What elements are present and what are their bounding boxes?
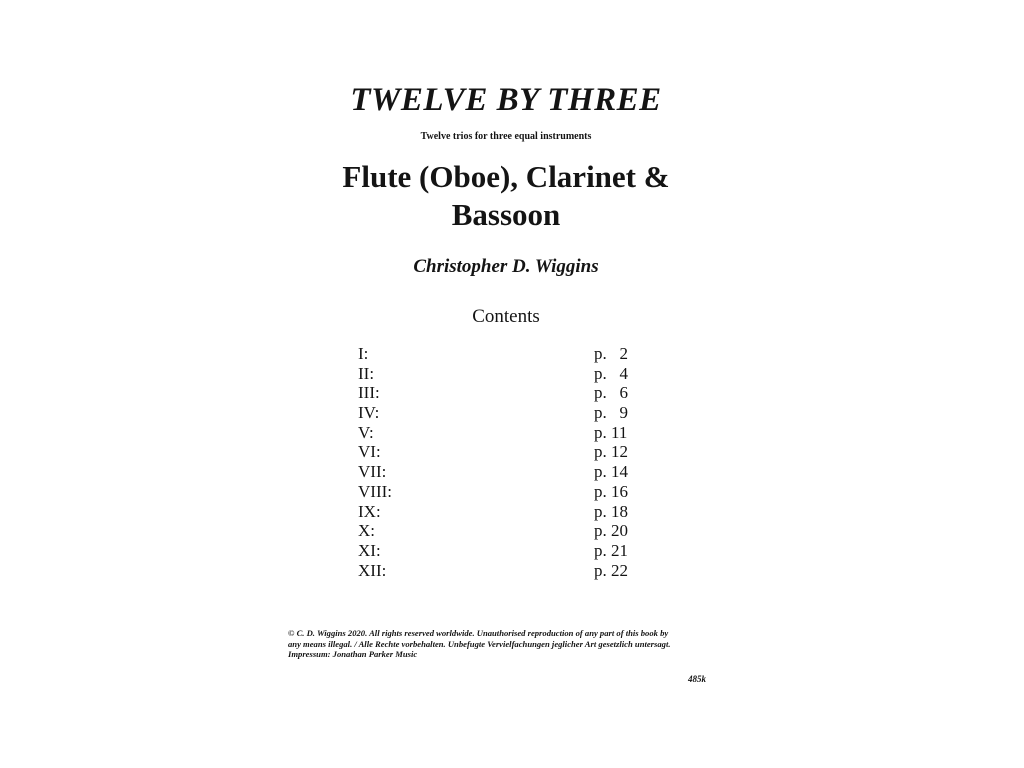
page-reference: p. 21 bbox=[594, 540, 628, 560]
page-reference: p. 2 bbox=[594, 344, 628, 363]
page-title: TWELVE BY THREE bbox=[350, 82, 662, 118]
instrumentation-line-2: Bassoon bbox=[451, 197, 561, 232]
page-reference: p. 18 bbox=[594, 501, 628, 521]
contents-row bbox=[358, 442, 638, 462]
contents-row bbox=[358, 521, 638, 541]
movement-number: VII: bbox=[358, 462, 387, 482]
movement-number: III: bbox=[358, 383, 380, 403]
movement-number: IX: bbox=[358, 501, 381, 521]
movement-number: I: bbox=[358, 344, 369, 363]
page-reference: p. 14 bbox=[594, 462, 628, 482]
movement-number: VI: bbox=[358, 442, 381, 462]
page-reference: p. 12 bbox=[594, 442, 628, 462]
movement-number: II: bbox=[358, 363, 375, 383]
page-reference: p. 20 bbox=[594, 521, 628, 541]
contents-row bbox=[358, 364, 638, 384]
movement-number: X: bbox=[358, 521, 375, 541]
contents-list bbox=[358, 344, 638, 580]
contents-row bbox=[358, 403, 638, 423]
contents-row bbox=[358, 541, 638, 561]
contents-row bbox=[358, 462, 638, 482]
page-reference: p. 11 bbox=[594, 422, 628, 442]
instrumentation-heading bbox=[0, 158, 1012, 234]
composer-name: Christopher D. Wiggins bbox=[413, 256, 599, 277]
contents-row bbox=[358, 423, 638, 443]
page-reference: p. 6 bbox=[594, 383, 628, 403]
page-reference: p. 9 bbox=[594, 403, 628, 423]
contents-row bbox=[358, 344, 638, 364]
subtitle: Twelve trios for three equal instruments bbox=[420, 131, 592, 142]
contents-row bbox=[358, 383, 638, 403]
movement-number: XII: bbox=[358, 560, 387, 580]
page-reference: p. 22 bbox=[594, 560, 628, 580]
catalog-number: 485k bbox=[688, 674, 706, 684]
movement-number: IV: bbox=[358, 403, 380, 423]
movement-number: XI: bbox=[358, 540, 381, 560]
contents-row bbox=[358, 561, 638, 581]
copyright-line-2: any means illegal. / Alle Rechte vorbehalten. Unbefugte Vervielfachungen jeglicher Art gesetzlich untersagt. bbox=[288, 638, 671, 649]
contents-row bbox=[358, 502, 638, 522]
copyright-line-3: Impressum: Jonathan Parker Music bbox=[288, 649, 418, 659]
contents-heading: Contents bbox=[472, 306, 540, 327]
contents-row bbox=[358, 482, 638, 502]
movement-number: VIII: bbox=[358, 481, 392, 501]
copyright-line-1: © C. D. Wiggins 2020. All rights reserved worldwide. Unauthorised reproduction of any part of this book by bbox=[288, 628, 669, 638]
page-reference: p. 4 bbox=[594, 363, 628, 383]
instrumentation-line-1: Flute (Oboe), Clarinet & bbox=[342, 159, 670, 194]
copyright-notice bbox=[288, 628, 728, 660]
page-reference: p. 16 bbox=[594, 481, 628, 501]
movement-number: V: bbox=[358, 422, 374, 442]
